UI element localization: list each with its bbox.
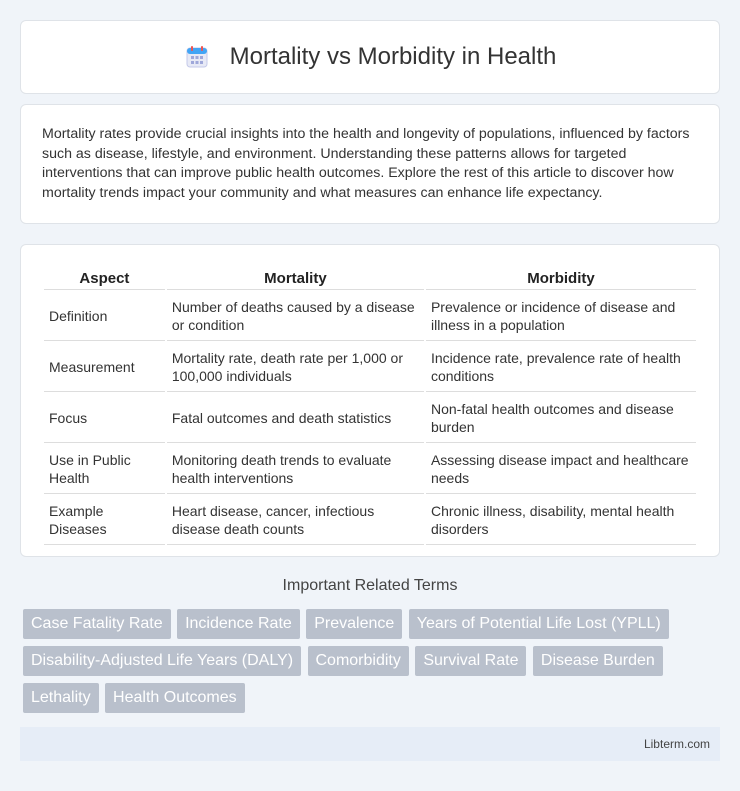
table-cell: Focus bbox=[44, 394, 165, 443]
table-cell: Number of deaths caused by a disease or condition bbox=[167, 292, 424, 341]
table-cell: Measurement bbox=[44, 343, 165, 392]
comparison-table-card bbox=[20, 244, 720, 557]
column-header-aspect: Aspect bbox=[44, 267, 165, 290]
table-header-row bbox=[44, 267, 696, 290]
related-term-tag[interactable]: Disease Burden bbox=[533, 646, 663, 676]
intro-text: Mortality rates provide crucial insights into the health and longevity of populations, influenced by factors such as disease, lifestyle, and environment. Understanding these patterns allows for targeted interventions that can improve public health outcomes. Explore the rest of this article to discover how mortality trends impact your community and what measures can enhance life expectancy. bbox=[42, 126, 690, 201]
calendar-icon bbox=[184, 44, 210, 70]
related-term-tag[interactable]: Lethality bbox=[23, 683, 99, 713]
related-term-tag[interactable]: Comorbidity bbox=[308, 646, 409, 676]
related-term-tag[interactable]: Incidence Rate bbox=[177, 609, 300, 639]
table-cell: Assessing disease impact and healthcare needs bbox=[426, 445, 696, 494]
table-row bbox=[44, 445, 696, 494]
table-cell: Use in Public Health bbox=[44, 445, 165, 494]
table-cell: Incidence rate, prevalence rate of health conditions bbox=[426, 343, 696, 392]
related-term-tag[interactable]: Survival Rate bbox=[415, 646, 526, 676]
page-title: Mortality vs Morbidity in Health bbox=[229, 43, 557, 70]
intro-card bbox=[20, 104, 720, 224]
related-term-tag[interactable]: Case Fatality Rate bbox=[23, 609, 171, 639]
table-row bbox=[44, 292, 696, 341]
table-cell: Heart disease, cancer, infectious disease death counts bbox=[167, 496, 424, 545]
table-row bbox=[44, 496, 696, 545]
table-cell: Prevalence or incidence of disease and illness in a population bbox=[426, 292, 696, 341]
footer bbox=[20, 727, 720, 761]
table-cell: Fatal outcomes and death statistics bbox=[167, 394, 424, 443]
header-card bbox=[20, 20, 720, 94]
related-term-tag[interactable]: Disability-Adjusted Life Years (DALY) bbox=[23, 646, 301, 676]
related-term-tag[interactable]: Years of Potential Life Lost (YPLL) bbox=[409, 609, 669, 639]
related-term-tag[interactable]: Prevalence bbox=[306, 609, 402, 639]
table-row bbox=[44, 394, 696, 443]
comparison-table bbox=[42, 265, 698, 547]
related-terms-list bbox=[23, 609, 723, 720]
table-cell: Chronic illness, disability, mental health disorders bbox=[426, 496, 696, 545]
footer-brand-link[interactable]: Libterm.com bbox=[643, 737, 710, 751]
related-terms-title: Important Related Terms bbox=[282, 577, 458, 594]
column-header-mortality: Mortality bbox=[167, 267, 424, 290]
table-cell: Mortality rate, death rate per 1,000 or 100,000 individuals bbox=[167, 343, 424, 392]
table-cell: Non-fatal health outcomes and disease burden bbox=[426, 394, 696, 443]
table-cell: Monitoring death trends to evaluate health interventions bbox=[167, 445, 424, 494]
table-cell: Example Diseases bbox=[44, 496, 165, 545]
table-row bbox=[44, 343, 696, 392]
column-header-morbidity: Morbidity bbox=[426, 267, 696, 290]
table-cell: Definition bbox=[44, 292, 165, 341]
related-term-tag[interactable]: Health Outcomes bbox=[105, 683, 245, 713]
